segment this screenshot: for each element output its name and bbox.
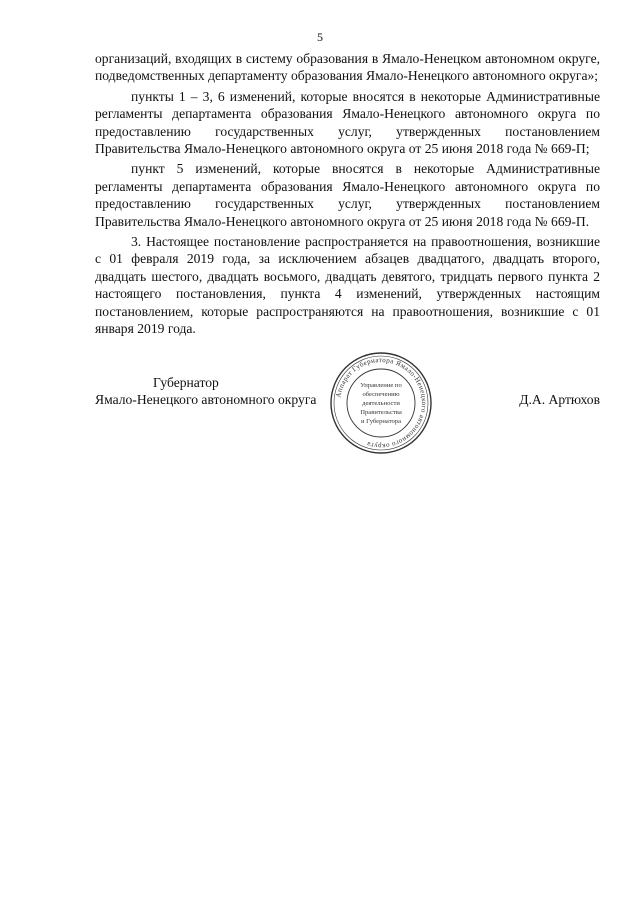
signatory-post-title: Губернатор [153, 375, 219, 390]
svg-text:и Губернатора: и Губернатора [360, 418, 402, 425]
paragraph-2: пункты 1 – 3, 6 изменений, которые вносятся в некоторые Административные регламенты департамента образования Ямало-Ненецкого автономного округа по предоставлению государственных услуг, утвержденных постановлением Правительства Ямало-Ненецкого автономного округа от 25 июня 2018 года № 669-П; [95, 88, 600, 157]
official-seal-stamp [328, 350, 434, 456]
paragraph-3: пункт 5 изменений, которые вносятся в некоторые Административные регламенты департамента образования Ямало-Ненецкого автономного округа по предоставлению государственных услуг, утвержденных постановлением Правительства Ямало-Ненецкого автономного округа от 25 июня 2018 года № 669-П. [95, 161, 600, 229]
seal-graphic [328, 350, 434, 456]
svg-text:деятельности: деятельности [362, 400, 400, 407]
page-number: 5 [317, 30, 323, 44]
svg-text:Правительства: Правительства [360, 409, 402, 416]
svg-text:Управление по: Управление по [360, 382, 402, 389]
signatory-name: Д.А. Артюхов [519, 392, 600, 407]
document-body [95, 50, 600, 341]
signatory-post-region: Ямало-Ненецкого автономного округа [95, 392, 317, 407]
paragraph-1: организаций, входящих в систему образования в Ямало-Ненецком автономном округе, подведомственных департаменту образования Ямало-Ненецкого автономного округа»; [95, 51, 600, 84]
seal-outer-text: Аппарат Губернатора Ямало-Ненецкого автономного округа [334, 355, 429, 451]
svg-text:обеспечению: обеспечению [362, 391, 400, 398]
seal-inner-text [360, 382, 402, 425]
paragraph-4: 3. Настоящее постановление распространяется на правоотношения, возникшие с 01 февраля 2019 года, за исключением абзацев двадцатого, двадцать второго, двадцать шестого, двадцать восьмого, двадцать девятого, тридцать первого пункта 2 настоящего постановления, пункта 4 изменений, утвержденных настоящим постановлением, которые распространяются на правоотношения, возникшие с 01 января 2019 года. [95, 234, 600, 337]
